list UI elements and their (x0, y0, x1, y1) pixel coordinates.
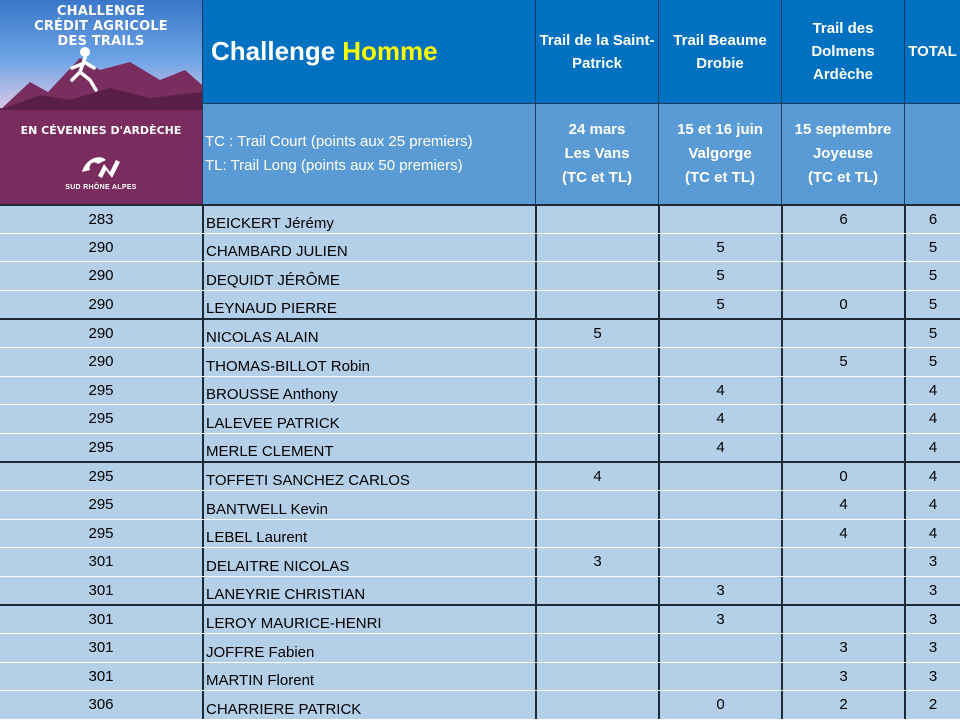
score-beaume-drobie-cell[interactable]: 5 (658, 234, 781, 262)
column-header-line: Trail des (812, 20, 874, 37)
table-row[interactable] (0, 604, 960, 633)
name-cell[interactable]: BANTWELL Kevin (202, 491, 535, 519)
column-header-line: Trail Beaume (673, 31, 767, 49)
table-row[interactable] (0, 318, 960, 347)
name-cell[interactable]: BROUSSE Anthony (202, 377, 535, 405)
score-dolmens-cell[interactable] (781, 320, 904, 347)
total-cell[interactable]: 4 (904, 520, 960, 548)
score-beaume-drobie-cell[interactable]: 5 (658, 291, 781, 319)
score-saint-patrick-cell[interactable] (535, 348, 658, 376)
score-beaume-drobie-cell[interactable] (658, 663, 781, 691)
score-saint-patrick-cell[interactable] (535, 691, 658, 719)
race-date: 15 et 16 juin (677, 121, 763, 138)
total-cell[interactable]: 6 (904, 206, 960, 233)
score-dolmens-cell[interactable]: 0 (781, 291, 904, 319)
score-beaume-drobie-cell[interactable]: 4 (658, 377, 781, 405)
logo-title-line: CRÉDIT AGRICOLE (34, 19, 168, 34)
score-saint-patrick-cell[interactable] (535, 434, 658, 462)
score-dolmens-cell[interactable]: 0 (781, 463, 904, 490)
name-cell[interactable]: LEBEL Laurent (202, 520, 535, 548)
rank-cell[interactable]: 301 (88, 582, 114, 600)
score-saint-patrick-cell[interactable] (535, 262, 658, 290)
race-details-dolmens (781, 104, 904, 204)
score-saint-patrick-cell[interactable]: 3 (535, 548, 658, 576)
score-saint-patrick-cell[interactable] (535, 206, 658, 233)
rank-cell[interactable]: 290 (88, 238, 114, 256)
score-dolmens-cell[interactable] (781, 234, 904, 262)
score-saint-patrick-cell[interactable] (535, 663, 658, 691)
name-cell[interactable]: DEQUIDT JÉRÔME (202, 262, 535, 290)
total-subheader (904, 104, 960, 204)
total-cell[interactable]: 5 (904, 348, 960, 376)
name-cell[interactable]: LANEYRIE CHRISTIAN (202, 577, 535, 605)
table-row[interactable] (0, 519, 960, 548)
score-dolmens-cell[interactable]: 3 (781, 663, 904, 691)
score-beaume-drobie-cell[interactable]: 5 (658, 262, 781, 290)
race-place: Les Vans (564, 145, 630, 162)
table-header (0, 0, 960, 204)
name-cell[interactable]: MERLE CLEMENT (202, 434, 535, 462)
score-dolmens-cell[interactable]: 4 (781, 491, 904, 519)
logo-subtitle: EN CÉVENNES D'ARDÈCHE (20, 124, 182, 137)
logo-title-line: CHALLENGE (56, 4, 146, 19)
table-row[interactable] (0, 376, 960, 405)
rank-cell[interactable]: 295 (88, 524, 114, 542)
score-saint-patrick-cell[interactable] (535, 606, 658, 633)
total-cell[interactable]: 4 (904, 491, 960, 519)
score-saint-patrick-cell[interactable]: 5 (535, 320, 658, 347)
table-row[interactable] (0, 261, 960, 290)
score-beaume-drobie-cell[interactable] (658, 548, 781, 576)
score-dolmens-cell[interactable] (781, 405, 904, 433)
name-cell[interactable]: CHAMBARD JULIEN (202, 234, 535, 262)
score-saint-patrick-cell[interactable] (535, 634, 658, 662)
rank-cell[interactable]: 290 (88, 353, 114, 371)
table-row[interactable] (0, 633, 960, 662)
name-cell[interactable]: LALEVEE PATRICK (202, 405, 535, 433)
rank-cell[interactable]: 295 (88, 410, 114, 428)
total-cell[interactable]: 4 (904, 434, 960, 462)
column-header-dolmens (781, 0, 904, 104)
total-cell[interactable]: 3 (904, 634, 960, 662)
name-cell[interactable]: MARTIN Florent (202, 663, 535, 691)
score-dolmens-cell[interactable] (781, 262, 904, 290)
name-cell[interactable]: DELAITRE NICOLAS (202, 548, 535, 576)
score-saint-patrick-cell[interactable] (535, 405, 658, 433)
total-cell[interactable]: 4 (904, 405, 960, 433)
score-beaume-drobie-cell[interactable] (658, 520, 781, 548)
legend-line-tc: TC : Trail Court (points aux 25 premiers) (205, 133, 473, 150)
column-header-beaume-drobie (658, 0, 781, 104)
table-row[interactable] (0, 204, 960, 233)
score-saint-patrick-cell[interactable] (535, 377, 658, 405)
rank-cell[interactable]: 290 (88, 267, 114, 285)
title-prefix: Challenge (211, 36, 336, 66)
score-dolmens-cell[interactable] (781, 577, 904, 605)
score-saint-patrick-cell[interactable]: 4 (535, 463, 658, 490)
race-place: Valgorge (688, 145, 752, 162)
name-cell[interactable]: TOFFETI SANCHEZ CARLOS (202, 463, 535, 490)
table-row[interactable] (0, 690, 960, 719)
race-date: 24 mars (568, 121, 626, 138)
rank-cell[interactable]: 301 (88, 639, 114, 657)
name-cell[interactable]: LEROY MAURICE-HENRI (202, 606, 535, 633)
score-beaume-drobie-cell[interactable]: 4 (658, 434, 781, 462)
score-dolmens-cell[interactable]: 5 (781, 348, 904, 376)
column-header-total (904, 0, 960, 104)
column-header-line: Dolmens (811, 43, 875, 60)
score-dolmens-cell[interactable]: 3 (781, 634, 904, 662)
total-cell[interactable]: 5 (904, 262, 960, 290)
column-header-line: Trail de la Saint- (539, 31, 655, 49)
score-beaume-drobie-cell[interactable] (658, 348, 781, 376)
table-row[interactable] (0, 404, 960, 433)
race-kind: (TC et TL) (808, 169, 878, 186)
legend-line-tl: TL: Trail Long (points aux 50 premiers) (205, 157, 463, 174)
header-divider (0, 204, 960, 206)
total-cell[interactable]: 5 (904, 291, 960, 319)
score-beaume-drobie-cell[interactable]: 3 (658, 606, 781, 633)
total-label: TOTAL (908, 43, 957, 60)
challenge-logo (0, 0, 202, 204)
total-cell[interactable]: 3 (904, 663, 960, 691)
rank-cell[interactable]: 290 (88, 325, 114, 343)
score-saint-patrick-cell[interactable] (535, 491, 658, 519)
column-header-line: Drobie (696, 54, 744, 72)
table-row[interactable] (0, 461, 960, 490)
score-saint-patrick-cell[interactable] (535, 520, 658, 548)
race-kind: (TC et TL) (562, 169, 632, 186)
table-row[interactable] (0, 547, 960, 576)
race-date: 15 septembre (794, 121, 892, 138)
page-title (202, 0, 535, 104)
rank-cell[interactable]: 290 (88, 296, 114, 314)
total-cell[interactable]: 5 (904, 320, 960, 347)
column-header-line: Ardèche (812, 66, 874, 83)
mountain-runner-icon (0, 40, 202, 110)
name-cell[interactable]: BEICKERT Jérémy (202, 206, 535, 233)
score-beaume-drobie-cell[interactable] (658, 491, 781, 519)
race-place: Joyeuse (812, 145, 874, 162)
table-row[interactable] (0, 662, 960, 691)
total-cell[interactable]: 3 (904, 606, 960, 633)
legend-box (202, 104, 535, 204)
title-accent: Homme (342, 36, 438, 66)
table-row[interactable] (0, 290, 960, 319)
table-row[interactable] (0, 233, 960, 262)
score-dolmens-cell[interactable]: 4 (781, 520, 904, 548)
name-cell[interactable]: LEYNAUD PIERRE (202, 291, 535, 319)
score-beaume-drobie-cell[interactable] (658, 634, 781, 662)
standings-table (0, 204, 960, 720)
rank-cell[interactable]: 301 (88, 667, 114, 685)
credit-agricole-icon (76, 150, 126, 180)
total-cell[interactable]: 3 (904, 577, 960, 605)
total-cell[interactable]: 5 (904, 234, 960, 262)
rank-cell[interactable]: 295 (88, 468, 114, 486)
score-beaume-drobie-cell[interactable] (658, 320, 781, 347)
rank-cell[interactable]: 301 (88, 611, 114, 629)
table-row[interactable] (0, 490, 960, 519)
total-cell[interactable]: 2 (904, 691, 960, 719)
logo-title (0, 4, 202, 49)
score-dolmens-cell[interactable]: 6 (781, 206, 904, 233)
score-dolmens-cell[interactable] (781, 434, 904, 462)
column-header-saint-patrick (535, 0, 658, 104)
rank-cell[interactable]: 295 (88, 439, 114, 457)
table-row[interactable] (0, 576, 960, 605)
score-dolmens-cell[interactable] (781, 548, 904, 576)
race-details-beaume-drobie (658, 104, 781, 204)
table-row[interactable] (0, 347, 960, 376)
score-dolmens-cell[interactable]: 2 (781, 691, 904, 719)
rank-cell[interactable]: 295 (88, 381, 114, 399)
name-cell[interactable]: THOMAS-BILLOT Robin (202, 348, 535, 376)
race-details-saint-patrick (535, 104, 658, 204)
score-beaume-drobie-cell[interactable] (658, 206, 781, 233)
race-kind: (TC et TL) (685, 169, 755, 186)
score-dolmens-cell[interactable] (781, 606, 904, 633)
name-cell[interactable]: JOFFRE Fabien (202, 634, 535, 662)
total-cell[interactable]: 3 (904, 548, 960, 576)
rank-cell[interactable]: 306 (88, 696, 114, 714)
score-beaume-drobie-cell[interactable]: 4 (658, 405, 781, 433)
score-saint-patrick-cell[interactable] (535, 234, 658, 262)
total-cell[interactable]: 4 (904, 463, 960, 490)
score-dolmens-cell[interactable] (781, 377, 904, 405)
score-saint-patrick-cell[interactable] (535, 577, 658, 605)
score-beaume-drobie-cell[interactable] (658, 463, 781, 490)
score-beaume-drobie-cell[interactable]: 3 (658, 577, 781, 605)
logo-title-line: DES TRAILS (57, 34, 145, 49)
rank-cell[interactable]: 283 (88, 210, 114, 228)
score-beaume-drobie-cell[interactable]: 0 (658, 691, 781, 719)
name-cell[interactable]: CHARRIERE PATRICK (202, 691, 535, 719)
name-cell[interactable]: NICOLAS ALAIN (202, 320, 535, 347)
column-header-line: Patrick (571, 54, 623, 72)
score-saint-patrick-cell[interactable] (535, 291, 658, 319)
total-cell[interactable]: 4 (904, 377, 960, 405)
table-row[interactable] (0, 433, 960, 462)
logo-caption: SUD RHÔNE ALPES (65, 184, 137, 191)
rank-cell[interactable]: 295 (88, 496, 114, 514)
rank-cell[interactable]: 301 (88, 553, 114, 571)
